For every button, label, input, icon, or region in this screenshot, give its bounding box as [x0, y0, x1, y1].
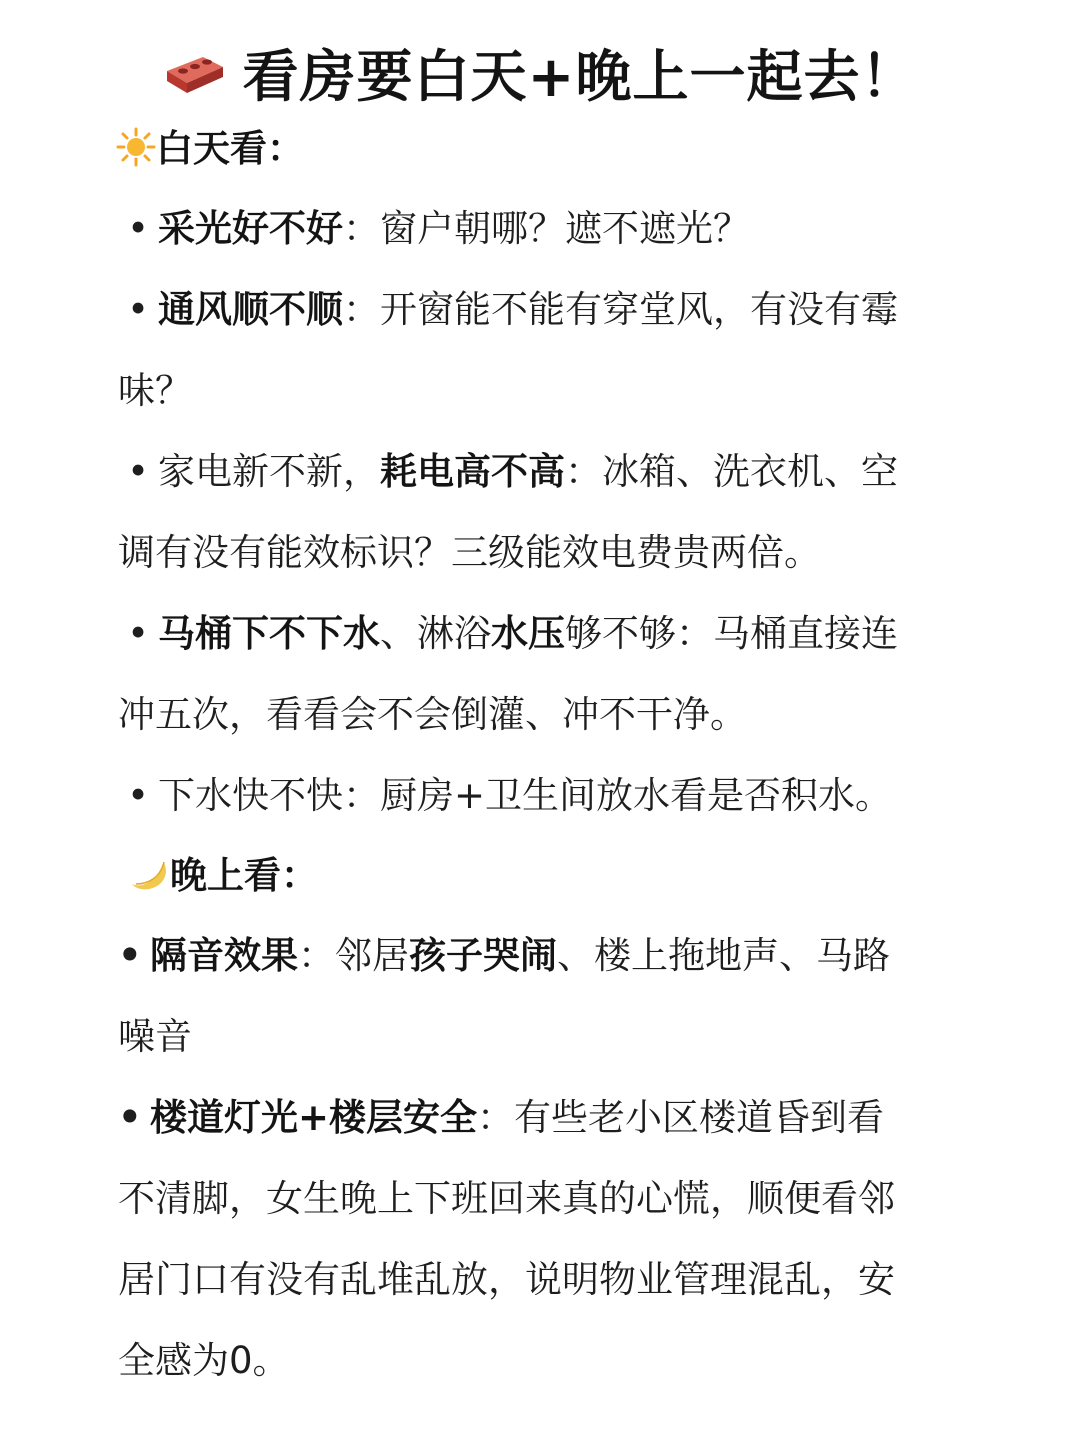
day-item-1 [118, 204, 988, 254]
day-item-3 [118, 447, 988, 497]
bullet: • [118, 1096, 142, 1139]
day-item-3-text: ：冰箱、洗衣机、空 [565, 450, 898, 493]
night-item-1-cont [118, 1012, 988, 1062]
night-item-2-text-cont-2: 居门口有没有乱堆乱放，说明物业管理混乱，安 [118, 1258, 895, 1301]
daytime-heading [116, 124, 304, 174]
night-item-2-text: ：有些老小区楼道昏到看 [477, 1096, 885, 1139]
day-item-2 [118, 285, 988, 335]
day-item-4 [118, 609, 988, 659]
day-item-2-text: ：开窗能不能有穿堂风，有没有霉 [343, 288, 898, 331]
day-item-4-text-cont: 冲五次，看看会不会倒灌、冲不干净。 [118, 693, 747, 736]
bullet: • [118, 934, 142, 977]
night-heading [130, 851, 318, 901]
day-item-1-bold: 采光好不好 [158, 207, 343, 250]
day-item-4-mid: 、淋浴 [380, 612, 491, 655]
night-item-2-cont-3 [118, 1336, 988, 1386]
day-item-4-text: 够不够：马桶直接连 [565, 612, 898, 655]
bullet: • [127, 774, 149, 817]
bullet: • [127, 288, 149, 331]
day-item-4-bold-2: 水压 [491, 612, 565, 655]
day-item-5-text: 下水快不快：厨房+卫生间放水看是否积水。 [158, 774, 893, 817]
night-heading-text: 晚上看： [170, 854, 318, 897]
brick-icon [163, 55, 225, 95]
sun-icon [116, 127, 156, 167]
day-item-2-text-cont: 味？ [118, 369, 192, 412]
page-title [0, 38, 1080, 118]
day-item-4-cont [118, 690, 988, 740]
day-item-3-lead: 家电新不新， [158, 450, 380, 493]
night-item-1-text-cont: 噪音 [118, 1015, 192, 1058]
title-text: 看房要白天+晚上一起去！ [242, 45, 918, 110]
day-item-3-text-cont: 调有没有能效标识？三级能效电费贵两倍。 [118, 531, 821, 574]
night-item-1-text: 、楼上拖地声、马路 [557, 934, 890, 977]
day-item-2-bold: 通风顺不顺 [158, 288, 343, 331]
bullet: • [127, 207, 149, 250]
night-item-2-bold: 楼道灯光+楼层安全 [150, 1096, 478, 1139]
night-item-1 [118, 931, 988, 981]
crescent-moon-icon [130, 854, 170, 894]
day-item-4-bold: 马桶下不下水 [158, 612, 380, 655]
day-item-3-cont [118, 528, 988, 578]
night-item-2-cont-2 [118, 1255, 988, 1305]
day-item-3-bold: 耗电高不高 [380, 450, 565, 493]
night-item-2 [118, 1093, 988, 1143]
night-item-2-text-cont-1: 不清脚，女生晚上下班回来真的心慌，顺便看邻 [118, 1177, 895, 1220]
day-item-2-cont [118, 366, 988, 416]
day-item-5 [118, 771, 988, 821]
bullet: • [127, 612, 149, 655]
night-item-1-mid: ：邻居 [298, 934, 409, 977]
daytime-heading-text: 白天看： [156, 127, 304, 170]
night-item-1-bold-2: 孩子哭闹 [409, 934, 557, 977]
night-item-2-cont-1 [118, 1174, 988, 1224]
bullet: • [127, 450, 149, 493]
night-item-1-bold: 隔音效果 [150, 934, 298, 977]
day-item-1-text: ：窗户朝哪？遮不遮光？ [343, 207, 750, 250]
night-item-2-text-cont-3: 全感为0。 [118, 1339, 290, 1382]
